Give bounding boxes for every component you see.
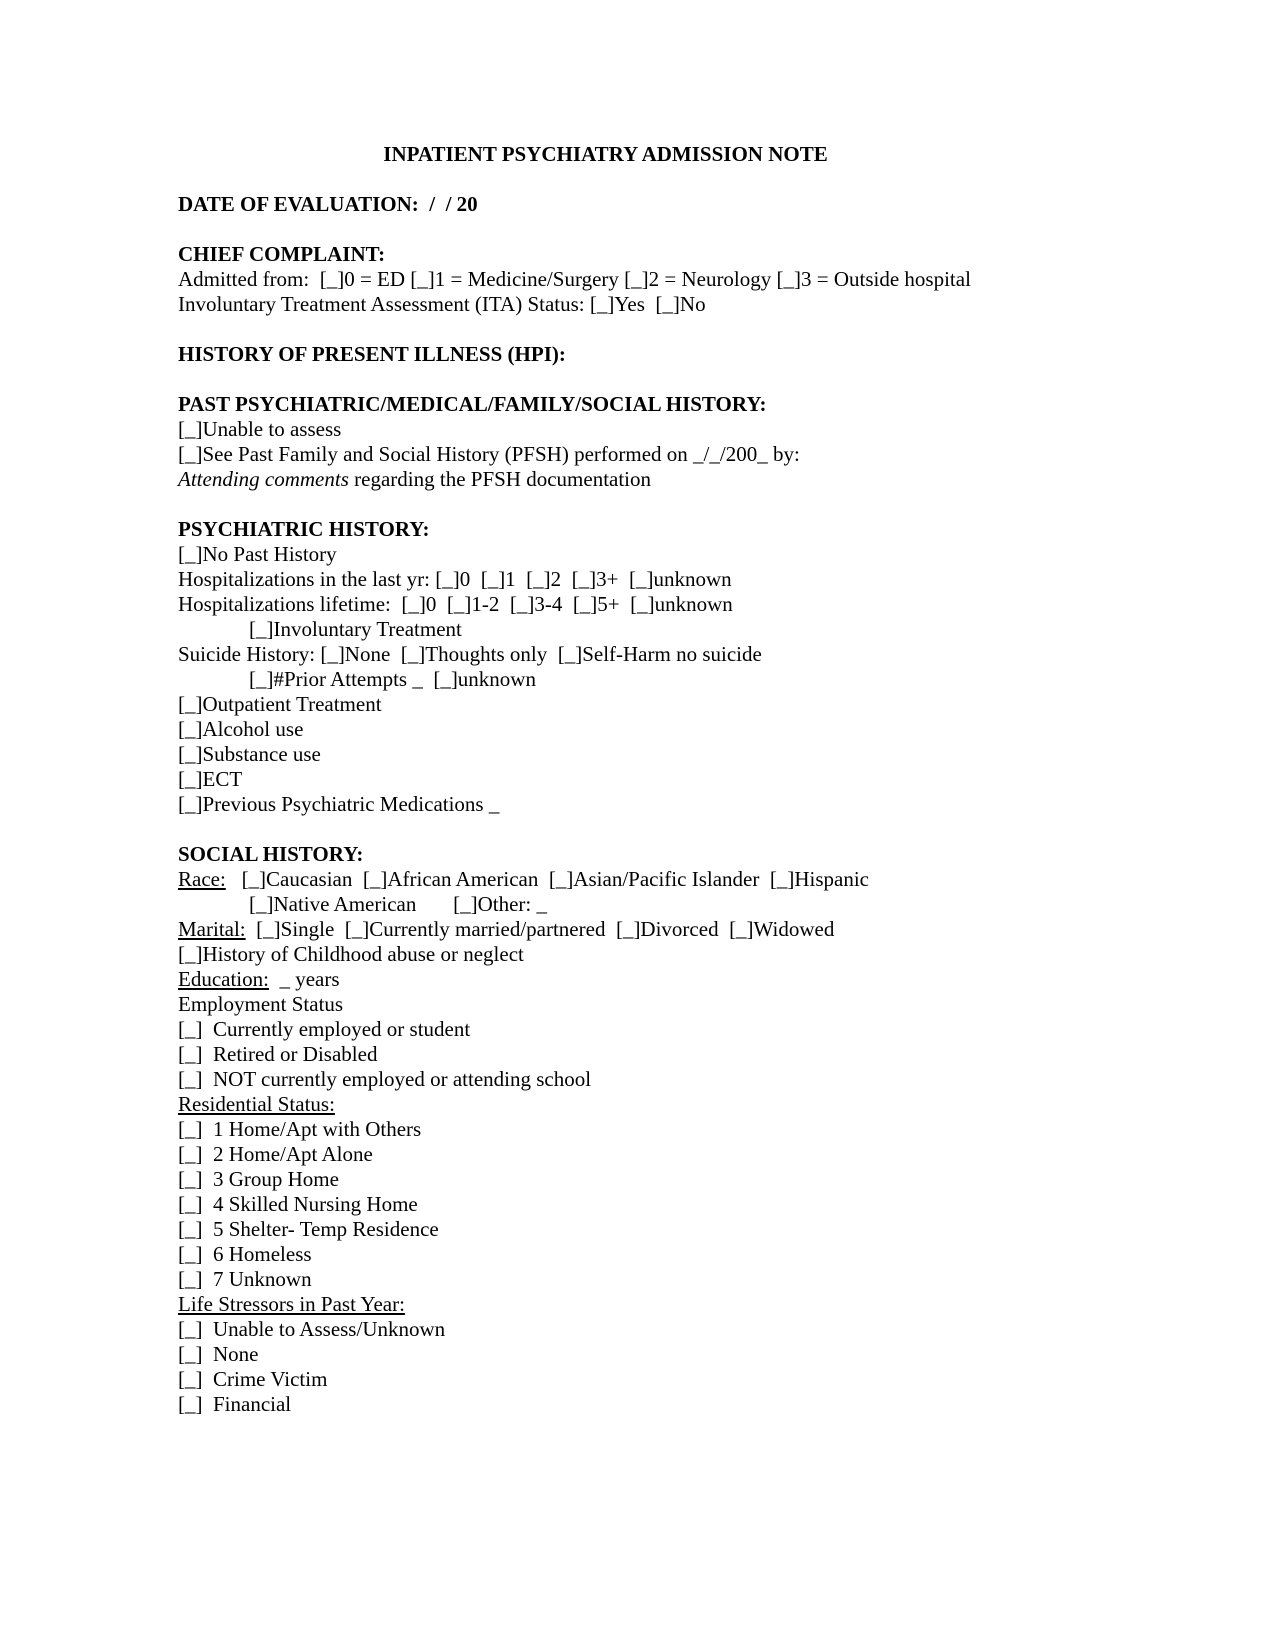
line-text[interactable]: [_] 7 Unknown xyxy=(178,1267,312,1291)
form-line xyxy=(178,1392,1078,1417)
form-line xyxy=(178,992,1078,1017)
document-title xyxy=(178,142,1033,167)
field-label: Marital: xyxy=(178,917,246,941)
form-line xyxy=(178,592,1078,617)
form-line xyxy=(178,1217,1078,1242)
form-line xyxy=(178,1242,1078,1267)
line-text[interactable]: [_] None xyxy=(178,1342,259,1366)
form-line xyxy=(178,542,1078,567)
italic-text: Attending comments xyxy=(178,467,349,491)
form-line xyxy=(178,667,1078,692)
form-line xyxy=(178,892,1078,917)
line-text[interactable]: [_]Caucasian [_]African American [_]Asian/Pacific Islander [_]Hispanic xyxy=(225,867,869,891)
section-heading xyxy=(178,192,1078,217)
form-line xyxy=(178,942,1078,967)
form-line xyxy=(178,267,1078,292)
line-text: INPATIENT PSYCHIATRY ADMISSION NOTE xyxy=(383,142,828,166)
line-text[interactable]: [_] Unable to Assess/Unknown xyxy=(178,1317,446,1341)
form-line xyxy=(178,292,1078,317)
admission-note-document xyxy=(178,142,1078,1417)
form-line xyxy=(178,1367,1078,1392)
section-heading xyxy=(178,342,1078,367)
line-text[interactable]: [_] 3 Group Home xyxy=(178,1167,339,1191)
line-text[interactable]: [_]Substance use xyxy=(178,742,321,766)
line-text: Employment Status xyxy=(178,992,344,1016)
line-text[interactable]: [_]No Past History xyxy=(178,542,337,566)
form-line xyxy=(178,567,1078,592)
section-heading xyxy=(178,842,1078,867)
field-label: Residential Status: xyxy=(178,1092,335,1116)
line-text[interactable]: Admitted from: [_]0 = ED [_]1 = Medicine/Surgery [_]2 = Neurology [_]3 = Outside hospital xyxy=(178,267,971,291)
form-line xyxy=(178,1167,1078,1192)
form-line xyxy=(178,1017,1078,1042)
line-text[interactable]: [_] 6 Homeless xyxy=(178,1242,312,1266)
line-text[interactable]: [_] 5 Shelter- Temp Residence xyxy=(178,1217,439,1241)
section-heading xyxy=(178,517,1078,542)
line-text[interactable]: [_]Unable to assess xyxy=(178,417,342,441)
form-line xyxy=(178,1117,1078,1142)
line-text[interactable]: [_]Native American [_]Other: _ xyxy=(249,892,547,916)
form-line xyxy=(178,1267,1078,1292)
line-text: _ years xyxy=(268,967,340,991)
form-line xyxy=(178,417,1078,442)
line-text: SOCIAL HISTORY: xyxy=(178,842,364,866)
form-line xyxy=(178,642,1078,667)
line-text[interactable]: [_]Single [_]Currently married/partnered [_]Divorced [_]Widowed xyxy=(245,917,835,941)
line-text[interactable]: [_] NOT currently employed or attending school xyxy=(178,1067,592,1091)
form-line xyxy=(178,1192,1078,1217)
line-text[interactable]: Hospitalizations in the last yr: [_]0 [_]1 [_]2 [_]3+ [_]unknown xyxy=(178,567,732,591)
line-text[interactable]: [_] 2 Home/Apt Alone xyxy=(178,1142,373,1166)
form-line xyxy=(178,1292,1078,1317)
line-text: PSYCHIATRIC HISTORY: xyxy=(178,517,430,541)
line-text[interactable]: [_] Retired or Disabled xyxy=(178,1042,378,1066)
form-line xyxy=(178,1067,1078,1092)
form-line xyxy=(178,767,1078,792)
field-label: Race: xyxy=(178,867,226,891)
line-text[interactable]: [_]History of Childhood abuse or neglect xyxy=(178,942,524,966)
line-text[interactable]: [_] Currently employed or student xyxy=(178,1017,471,1041)
form-line xyxy=(178,467,1078,492)
blank-line xyxy=(178,492,1078,517)
blank-line xyxy=(178,367,1078,392)
line-text[interactable]: Hospitalizations lifetime: [_]0 [_]1-2 [_]3-4 [_]5+ [_]unknown xyxy=(178,592,733,616)
form-line xyxy=(178,917,1078,942)
line-text[interactable]: [_] 1 Home/Apt with Others xyxy=(178,1117,422,1141)
form-line xyxy=(178,1142,1078,1167)
form-line xyxy=(178,692,1078,717)
section-heading xyxy=(178,242,1078,267)
line-text[interactable]: [_]See Past Family and Social History (PFSH) performed on _/_/200_ by: xyxy=(178,442,800,466)
line-text: HISTORY OF PRESENT ILLNESS (HPI): xyxy=(178,342,566,366)
field-label: Education: xyxy=(178,967,269,991)
line-text[interactable]: [_]Alcohol use xyxy=(178,717,304,741)
form-line xyxy=(178,1317,1078,1342)
line-text[interactable]: Involuntary Treatment Assessment (ITA) Status: [_]Yes [_]No xyxy=(178,292,706,316)
form-line xyxy=(178,617,1078,642)
line-text[interactable]: [_]ECT xyxy=(178,767,243,791)
form-line xyxy=(178,1342,1078,1367)
line-text[interactable]: [_]Involuntary Treatment xyxy=(249,617,462,641)
line-text: regarding the PFSH documentation xyxy=(348,467,652,491)
line-text[interactable]: [_] Crime Victim xyxy=(178,1367,328,1391)
blank-line xyxy=(178,317,1078,342)
blank-line xyxy=(178,817,1078,842)
blank-line xyxy=(178,167,1078,192)
line-text[interactable]: [_] Financial xyxy=(178,1392,292,1416)
field-label: Life Stressors in Past Year: xyxy=(178,1292,405,1316)
line-text[interactable]: [_]Outpatient Treatment xyxy=(178,692,382,716)
section-heading xyxy=(178,392,1078,417)
form-line xyxy=(178,1092,1078,1117)
line-text[interactable]: [_] 4 Skilled Nursing Home xyxy=(178,1192,418,1216)
line-text: DATE OF EVALUATION: / / 20 xyxy=(178,192,478,216)
line-text[interactable]: Suicide History: [_]None [_]Thoughts only [_]Self-Harm no suicide xyxy=(178,642,762,666)
form-line xyxy=(178,967,1078,992)
form-line xyxy=(178,717,1078,742)
form-line xyxy=(178,742,1078,767)
form-line xyxy=(178,792,1078,817)
line-text: CHIEF COMPLAINT: xyxy=(178,242,386,266)
form-line xyxy=(178,442,1078,467)
form-line xyxy=(178,1042,1078,1067)
line-text[interactable]: [_]#Prior Attempts _ [_]unknown xyxy=(249,667,536,691)
line-text[interactable]: [_]Previous Psychiatric Medications _ xyxy=(178,792,500,816)
form-line xyxy=(178,867,1078,892)
blank-line xyxy=(178,217,1078,242)
line-text: PAST PSYCHIATRIC/MEDICAL/FAMILY/SOCIAL HISTORY: xyxy=(178,392,767,416)
